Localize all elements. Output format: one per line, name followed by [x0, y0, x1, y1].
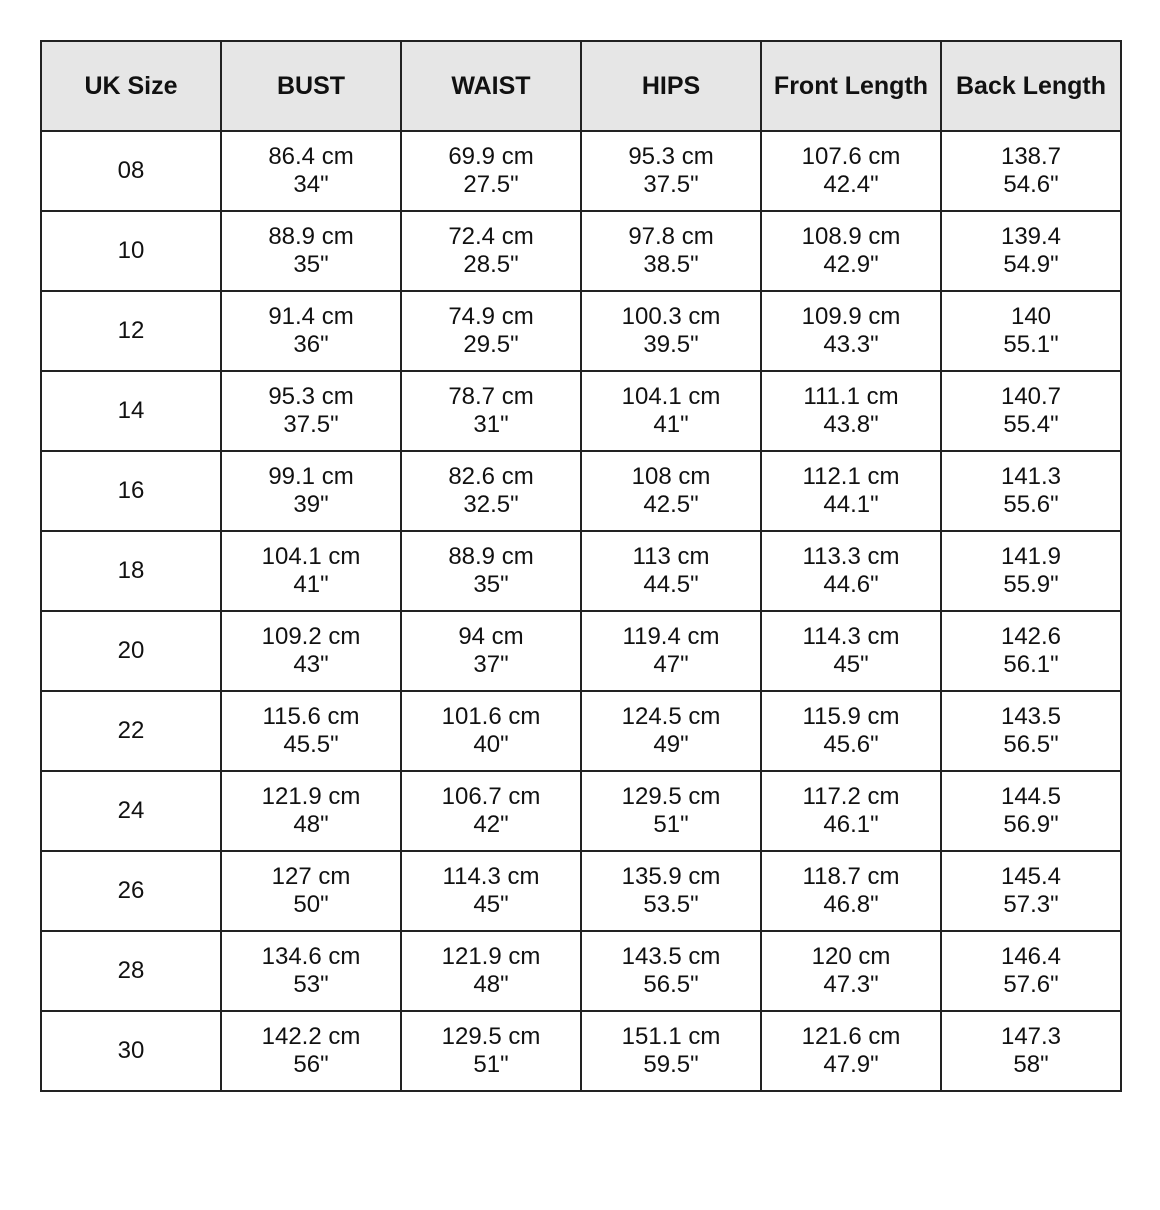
front-length-cell — [761, 371, 941, 451]
hips-inch-value: 39.5" — [643, 331, 699, 358]
bust-cell — [221, 611, 401, 691]
front-length-cm-value: 114.3 cm — [802, 623, 900, 650]
back-length-inch-value: 56.9" — [1003, 811, 1059, 838]
bust-inch-value: 50" — [293, 891, 329, 918]
bust-inch-value: 56" — [293, 1051, 329, 1078]
waist-cm-value: 78.7 cm — [448, 383, 534, 410]
hips-cell — [581, 131, 761, 211]
waist-inch-value: 28.5" — [463, 251, 519, 278]
waist-inch-value: 51" — [473, 1051, 509, 1078]
waist-inch-value: 45" — [473, 891, 509, 918]
size-cell: 10 — [41, 211, 221, 291]
bust-cell — [221, 1011, 401, 1091]
back-length-cell — [941, 1011, 1121, 1091]
size-cell: 12 — [41, 291, 221, 371]
hips-cm-value: 129.5 cm — [621, 783, 721, 810]
hips-cell — [581, 371, 761, 451]
hips-cm-value: 151.1 cm — [621, 1023, 721, 1050]
table-row — [41, 771, 1121, 851]
waist-cell — [401, 291, 581, 371]
back-length-cell — [941, 371, 1121, 451]
waist-inch-value: 48" — [473, 971, 509, 998]
hips-inch-value: 44.5" — [643, 571, 699, 598]
back-length-cell — [941, 531, 1121, 611]
back-length-cm-value: 145.4 — [1000, 863, 1062, 890]
back-length-cm-value: 144.5 — [1000, 783, 1062, 810]
back-length-inch-value: 54.6" — [1003, 171, 1059, 198]
bust-inch-value: 37.5" — [283, 411, 339, 438]
table-row — [41, 531, 1121, 611]
bust-cm-value: 88.9 cm — [268, 223, 354, 250]
hips-inch-value: 37.5" — [643, 171, 699, 198]
waist-cell — [401, 851, 581, 931]
table-row — [41, 931, 1121, 1011]
size-cell: 30 — [41, 1011, 221, 1091]
bust-cell — [221, 291, 401, 371]
waist-cm-value: 88.9 cm — [448, 543, 534, 570]
table-body — [41, 131, 1121, 1091]
hips-cell — [581, 851, 761, 931]
back-length-inch-value: 55.6" — [1003, 491, 1059, 518]
hips-inch-value: 53.5" — [643, 891, 699, 918]
waist-cm-value: 114.3 cm — [442, 863, 540, 890]
front-length-cell — [761, 531, 941, 611]
hips-cell — [581, 771, 761, 851]
back-length-cell — [941, 851, 1121, 931]
front-length-cm-value: 108.9 cm — [801, 223, 901, 250]
waist-cell — [401, 131, 581, 211]
front-length-inch-value: 47.3" — [823, 971, 879, 998]
bust-inch-value: 45.5" — [283, 731, 339, 758]
back-length-inch-value: 56.1" — [1003, 651, 1059, 678]
waist-cm-value: 94 cm — [458, 623, 524, 650]
hips-inch-value: 38.5" — [643, 251, 699, 278]
front-length-cell — [761, 291, 941, 371]
front-length-cm-value: 112.1 cm — [802, 463, 900, 490]
hips-cm-value: 95.3 cm — [628, 143, 714, 170]
bust-cm-value: 142.2 cm — [261, 1023, 361, 1050]
size-cell: 26 — [41, 851, 221, 931]
table-row — [41, 1011, 1121, 1091]
back-length-inch-value: 54.9" — [1003, 251, 1059, 278]
back-length-cm-value: 140.7 — [1000, 383, 1062, 410]
waist-inch-value: 42" — [473, 811, 509, 838]
front-length-inch-value: 45" — [833, 651, 869, 678]
front-length-inch-value: 42.9" — [823, 251, 879, 278]
front-length-cell — [761, 451, 941, 531]
header-hips: HIPS — [581, 41, 761, 131]
front-length-cm-value: 121.6 cm — [801, 1023, 901, 1050]
front-length-cm-value: 109.9 cm — [801, 303, 901, 330]
waist-inch-value: 37" — [473, 651, 509, 678]
table-row — [41, 371, 1121, 451]
table-row — [41, 211, 1121, 291]
front-length-cm-value: 117.2 cm — [802, 783, 900, 810]
back-length-inch-value: 57.6" — [1003, 971, 1059, 998]
back-length-cell — [941, 931, 1121, 1011]
back-length-inch-value: 55.9" — [1003, 571, 1059, 598]
back-length-inch-value: 56.5" — [1003, 731, 1059, 758]
hips-inch-value: 41" — [653, 411, 689, 438]
table-row — [41, 691, 1121, 771]
back-length-inch-value: 55.1" — [1003, 331, 1059, 358]
bust-cell — [221, 771, 401, 851]
back-length-cm-value: 141.9 — [1000, 543, 1062, 570]
header-front-length: Front Length — [761, 41, 941, 131]
size-cell: 20 — [41, 611, 221, 691]
hips-cm-value: 135.9 cm — [621, 863, 721, 890]
hips-inch-value: 47" — [653, 651, 689, 678]
back-length-cell — [941, 211, 1121, 291]
back-length-inch-value: 55.4" — [1003, 411, 1059, 438]
back-length-cm-value: 140 — [1010, 303, 1052, 330]
header-back-length: Back Length — [941, 41, 1121, 131]
back-length-cm-value: 143.5 — [1000, 703, 1062, 730]
bust-inch-value: 53" — [293, 971, 329, 998]
header-waist: WAIST — [401, 41, 581, 131]
hips-cell — [581, 931, 761, 1011]
waist-cm-value: 129.5 cm — [441, 1023, 541, 1050]
waist-cell — [401, 1011, 581, 1091]
back-length-cell — [941, 131, 1121, 211]
hips-cm-value: 113 cm — [632, 543, 710, 570]
front-length-cell — [761, 691, 941, 771]
hips-inch-value: 56.5" — [643, 971, 699, 998]
size-cell: 14 — [41, 371, 221, 451]
header-uk-size: UK Size — [41, 41, 221, 131]
bust-cm-value: 134.6 cm — [261, 943, 361, 970]
bust-cell — [221, 451, 401, 531]
front-length-inch-value: 46.1" — [823, 811, 879, 838]
bust-cell — [221, 931, 401, 1011]
bust-cell — [221, 851, 401, 931]
hips-cell — [581, 531, 761, 611]
size-cell: 22 — [41, 691, 221, 771]
bust-inch-value: 43" — [293, 651, 329, 678]
front-length-cell — [761, 131, 941, 211]
waist-inch-value: 31" — [473, 411, 509, 438]
waist-inch-value: 32.5" — [463, 491, 519, 518]
hips-cm-value: 119.4 cm — [622, 623, 720, 650]
hips-inch-value: 49" — [653, 731, 689, 758]
header-bust: BUST — [221, 41, 401, 131]
waist-cell — [401, 931, 581, 1011]
hips-cell — [581, 291, 761, 371]
bust-inch-value: 34" — [293, 171, 329, 198]
waist-cm-value: 74.9 cm — [448, 303, 534, 330]
bust-inch-value: 39" — [293, 491, 329, 518]
waist-cell — [401, 211, 581, 291]
front-length-inch-value: 43.3" — [823, 331, 879, 358]
bust-cm-value: 115.6 cm — [262, 703, 360, 730]
back-length-cm-value: 142.6 — [1000, 623, 1062, 650]
back-length-cell — [941, 611, 1121, 691]
bust-cm-value: 127 cm — [271, 863, 351, 890]
front-length-inch-value: 43.8" — [823, 411, 879, 438]
front-length-cell — [761, 931, 941, 1011]
waist-cell — [401, 451, 581, 531]
back-length-cell — [941, 291, 1121, 371]
front-length-inch-value: 42.4" — [823, 171, 879, 198]
table-row — [41, 131, 1121, 211]
back-length-inch-value: 57.3" — [1003, 891, 1059, 918]
front-length-cm-value: 115.9 cm — [802, 703, 900, 730]
size-cell: 16 — [41, 451, 221, 531]
bust-cell — [221, 371, 401, 451]
bust-cm-value: 86.4 cm — [268, 143, 354, 170]
back-length-cell — [941, 771, 1121, 851]
bust-cell — [221, 691, 401, 771]
front-length-cell — [761, 851, 941, 931]
front-length-cm-value: 111.1 cm — [803, 383, 899, 410]
size-cell: 24 — [41, 771, 221, 851]
back-length-cm-value: 146.4 — [1000, 943, 1062, 970]
bust-inch-value: 48" — [293, 811, 329, 838]
hips-inch-value: 51" — [653, 811, 689, 838]
hips-cell — [581, 211, 761, 291]
table-header — [41, 41, 1121, 131]
size-chart-table — [40, 40, 1122, 1092]
hips-cell — [581, 1011, 761, 1091]
bust-cm-value: 95.3 cm — [268, 383, 354, 410]
front-length-inch-value: 45.6" — [823, 731, 879, 758]
waist-cm-value: 82.6 cm — [448, 463, 534, 490]
waist-inch-value: 27.5" — [463, 171, 519, 198]
waist-cell — [401, 691, 581, 771]
waist-cell — [401, 611, 581, 691]
bust-cm-value: 121.9 cm — [261, 783, 361, 810]
hips-cm-value: 100.3 cm — [621, 303, 721, 330]
back-length-cm-value: 141.3 — [1000, 463, 1062, 490]
hips-cm-value: 108 cm — [631, 463, 711, 490]
front-length-inch-value: 47.9" — [823, 1051, 879, 1078]
hips-cm-value: 104.1 cm — [621, 383, 721, 410]
back-length-cm-value: 147.3 — [1000, 1023, 1062, 1050]
front-length-cm-value: 107.6 cm — [801, 143, 901, 170]
bust-cell — [221, 531, 401, 611]
bust-cell — [221, 211, 401, 291]
table-row — [41, 451, 1121, 531]
hips-cm-value: 143.5 cm — [621, 943, 721, 970]
waist-cell — [401, 371, 581, 451]
front-length-cell — [761, 611, 941, 691]
bust-inch-value: 36" — [293, 331, 329, 358]
bust-inch-value: 41" — [293, 571, 329, 598]
waist-cell — [401, 771, 581, 851]
bust-cm-value: 99.1 cm — [268, 463, 354, 490]
front-length-cm-value: 118.7 cm — [802, 863, 900, 890]
hips-inch-value: 42.5" — [643, 491, 699, 518]
back-length-cm-value: 138.7 — [1000, 143, 1062, 170]
hips-cell — [581, 451, 761, 531]
front-length-cell — [761, 1011, 941, 1091]
waist-cm-value: 72.4 cm — [448, 223, 534, 250]
waist-cm-value: 106.7 cm — [441, 783, 541, 810]
waist-cm-value: 121.9 cm — [441, 943, 541, 970]
front-length-inch-value: 44.6" — [823, 571, 879, 598]
hips-cell — [581, 611, 761, 691]
table-row — [41, 291, 1121, 371]
waist-cell — [401, 531, 581, 611]
hips-inch-value: 59.5" — [643, 1051, 699, 1078]
front-length-inch-value: 46.8" — [823, 891, 879, 918]
front-length-cell — [761, 771, 941, 851]
back-length-cell — [941, 451, 1121, 531]
waist-inch-value: 35" — [473, 571, 509, 598]
front-length-cell — [761, 211, 941, 291]
front-length-cm-value: 120 cm — [811, 943, 891, 970]
bust-cm-value: 109.2 cm — [261, 623, 361, 650]
hips-cm-value: 124.5 cm — [621, 703, 721, 730]
bust-inch-value: 35" — [293, 251, 329, 278]
size-cell: 08 — [41, 131, 221, 211]
bust-cm-value: 91.4 cm — [268, 303, 354, 330]
waist-cm-value: 101.6 cm — [441, 703, 541, 730]
waist-inch-value: 40" — [473, 731, 509, 758]
waist-inch-value: 29.5" — [463, 331, 519, 358]
hips-cm-value: 97.8 cm — [628, 223, 714, 250]
size-cell: 18 — [41, 531, 221, 611]
back-length-cm-value: 139.4 — [1000, 223, 1062, 250]
table-row — [41, 851, 1121, 931]
header-row — [41, 41, 1121, 131]
size-cell: 28 — [41, 931, 221, 1011]
front-length-inch-value: 44.1" — [823, 491, 879, 518]
back-length-cell — [941, 691, 1121, 771]
bust-cell — [221, 131, 401, 211]
back-length-inch-value: 58" — [1013, 1051, 1049, 1078]
front-length-cm-value: 113.3 cm — [802, 543, 900, 570]
bust-cm-value: 104.1 cm — [261, 543, 361, 570]
waist-cm-value: 69.9 cm — [448, 143, 534, 170]
table-row — [41, 611, 1121, 691]
hips-cell — [581, 691, 761, 771]
